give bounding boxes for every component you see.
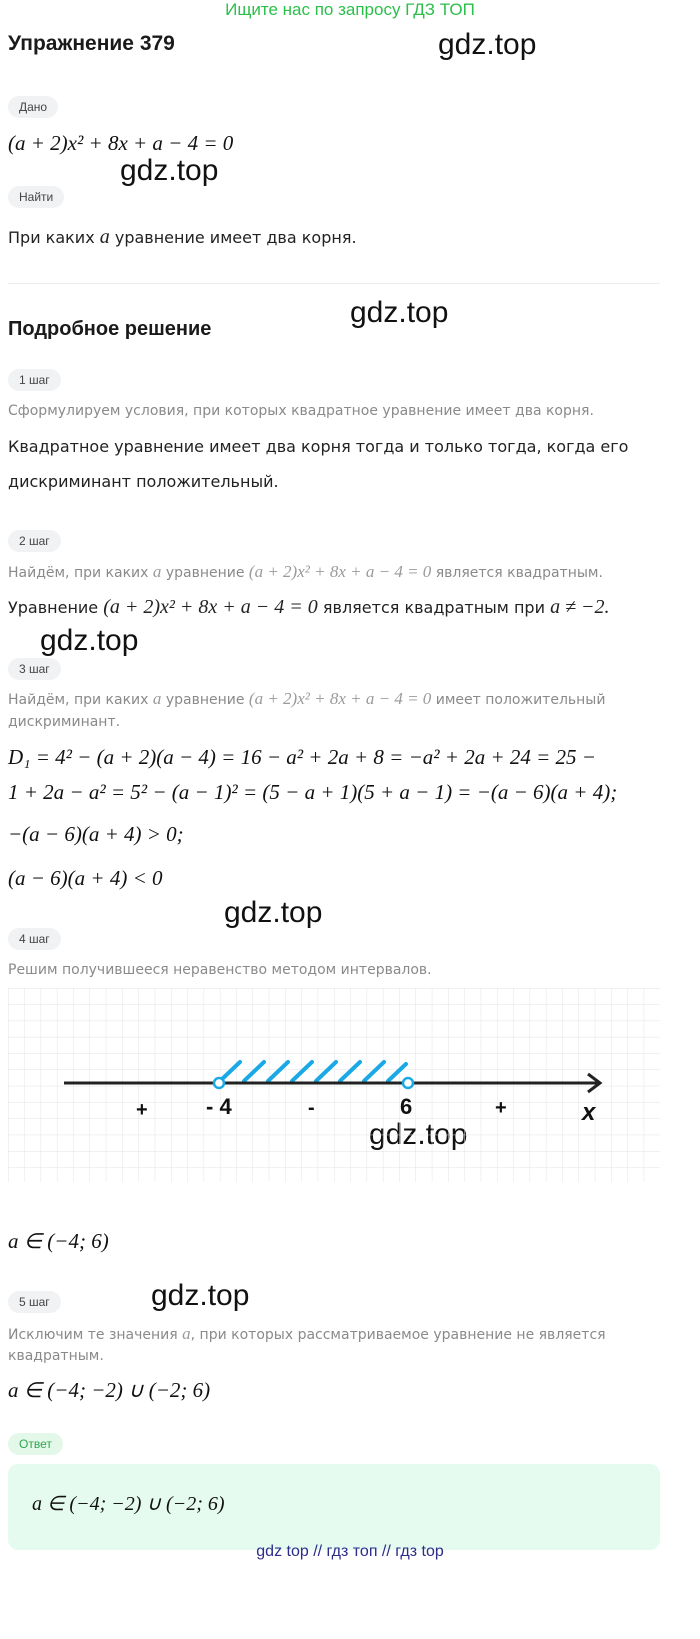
footer-links[interactable]: gdz top // гдз топ // гдз top [256,1543,444,1560]
step-5-label: 5 шаг [8,1291,61,1313]
watermark: gdz.top [151,1279,250,1312]
step-2-hint: Найдём, при каких a уравнение (a + 2)x² + 8x + a − 4 = 0 является квадратным. [8,562,603,581]
sign-left: + [136,1099,148,1121]
step-3-label: 3 шаг [8,658,61,680]
step-1-hint: Сформулируем условия, при которых квадратное уравнение имеет два корня. [8,403,594,419]
watermark: gdz.top [350,296,449,329]
graph-grid [8,988,660,1182]
interval-graph [8,988,660,1182]
step-3-calc: −(a − 6)(a + 4) > 0; [8,822,184,846]
point-minus-4 [214,1078,224,1088]
search-banner[interactable]: Ищите нас по запросу ГДЗ ТОП [225,0,475,19]
step-3-calc: D₁ = 4² − (a + 2)(a − 4) = 16 − a² + 2a + 8 = −a² + 2a + 24 = 25 − [8,745,596,769]
step-4-result: a ∈ (−4; 6) [8,1229,109,1253]
point-6 [403,1078,413,1088]
step-5-hint: квадратным. [8,1348,104,1364]
axis-label: x [582,1099,596,1126]
divider [8,283,660,284]
find-label: Найти [8,186,64,208]
step-1-body: Квадратное уравнение имеет два корня тогда и только тогда, когда его [8,437,629,456]
step-1-body: дискриминант положительный. [8,472,279,491]
step-5-result: a ∈ (−4; −2) ∪ (−2; 6) [8,1378,211,1402]
watermark: gdz.top [224,896,323,929]
step-3-hint: дискриминант. [8,714,121,730]
find-text: При каких a уравнение имеет два корня. [8,226,357,248]
step-4-label: 4 шаг [8,928,61,950]
sign-right: + [495,1097,507,1119]
given-label: Дано [8,96,58,118]
step-2-label: 2 шаг [8,530,61,552]
point-label: 6 [400,1094,413,1119]
sign-middle: - [308,1097,315,1119]
step-3-calc: 1 + 2a − a² = 5² − (a − 1)² = (5 − a + 1)(5 + a − 1) = −(a − 6)(a + 4); [8,780,618,804]
step-3-calc: (a − 6)(a + 4) < 0 [8,866,163,890]
given-equation: (a + 2)x² + 8x + a − 4 = 0 [8,131,234,155]
solution-title: Подробное решение [8,318,212,340]
step-4-hint: Решим получившееся неравенство методом интервалов. [8,962,432,978]
step-5-hint: Исключим те значения a, при которых рассматриваемое уравнение не является [8,1324,606,1343]
point-label: - 4 [206,1094,232,1119]
step-1-label: 1 шаг [8,369,61,391]
watermark: gdz.top [438,28,537,61]
page-title: Упражнение 379 [8,32,175,55]
step-3-hint: Найдём, при каких a уравнение (a + 2)x² + 8x + a − 4 = 0 имеет положительный [8,689,606,708]
watermark: gdz.top [40,624,139,657]
step-2-body: Уравнение (a + 2)x² + 8x + a − 4 = 0 является квадратным при a ≠ −2. [8,596,610,618]
answer-label: Ответ [8,1433,63,1455]
answer-value: a ∈ (−4; −2) ∪ (−2; 6) [32,1493,225,1515]
watermark: gdz.top [120,154,219,187]
